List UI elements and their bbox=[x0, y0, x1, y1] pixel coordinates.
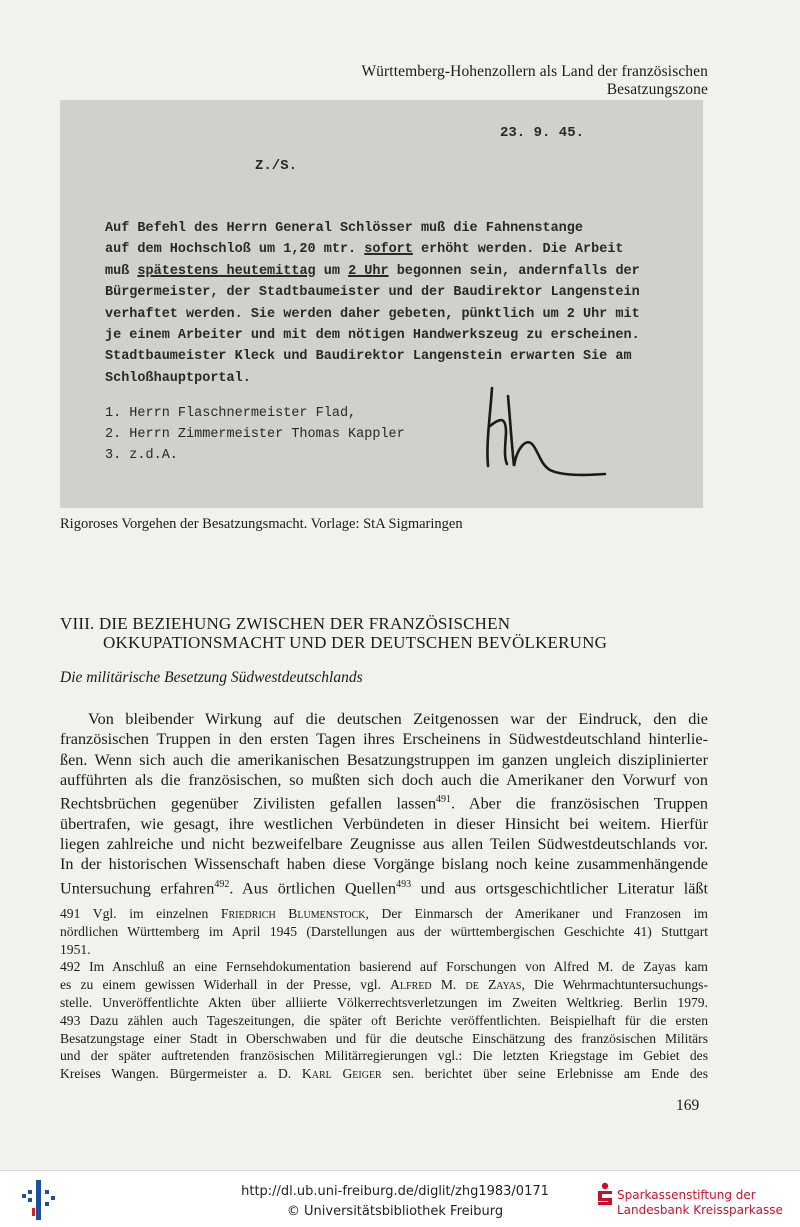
footnote-ref[interactable]: 491 bbox=[436, 794, 452, 806]
document-line: Bürgermeister, der Stadtbaumeister und der Baudirektor Langenstein bbox=[105, 285, 640, 301]
sponsor-text[interactable] bbox=[617, 1188, 783, 1218]
distribution-item: 1. Herrn Flaschnermeister Flad, bbox=[105, 406, 357, 421]
document-line: Auf Befehl des Herrn General Schlösser muß die Fahnenstange bbox=[105, 221, 583, 236]
running-head: Württemberg-Hohenzollern als Land der französischen Besatzungszone bbox=[361, 63, 708, 98]
section-title-line: VIII. DIE BEZIEHUNG ZWISCHEN DER FRANZÖSISCHEN bbox=[60, 614, 511, 633]
subheading: Die militärische Besetzung Südwestdeutschlands bbox=[60, 669, 363, 686]
sponsor-line: Landesbank Kreissparkasse bbox=[617, 1203, 783, 1217]
ub-freiburg-logo-icon[interactable] bbox=[18, 1178, 58, 1222]
footnote-line: Kreises Wangen. Bürgermeister a. D. Karl Geiger sen. berichtet über seine Erlebnisse am Ende des bbox=[60, 1066, 708, 1082]
section-title bbox=[60, 614, 710, 652]
footnote-line: stelle. Unveröffentlichte Akten über alliierte Völkerrechtsverletzungen im Zweiten Weltkrieg. Berlin 1979. bbox=[60, 994, 708, 1010]
footnote-line: 1951. bbox=[60, 941, 91, 957]
paragraph-line: französischen Truppen in den ersten Tagen ihres Erscheinens in Südwestdeutschland hinterlie- bbox=[60, 730, 708, 749]
footnote-line: es zu einem gewissen Widerhall in der Presse, vgl. Alfred M. de Zayas, Die Wehrmachtuntersuchungs- bbox=[60, 977, 708, 993]
section-title-line: OKKUPATIONSMACHT UND DER DEUTSCHEN BEVÖLKERUNG bbox=[103, 633, 608, 652]
paragraph-line: ßen. Wenn sich auch die amerikanischen Besatzungstruppen im ganzen ungleich disziplinierter bbox=[60, 750, 708, 769]
paragraph-line: Von bleibender Wirkung auf die deutschen Zeitgenossen war der Eindruck, den die bbox=[88, 710, 708, 728]
document-body bbox=[105, 218, 690, 389]
document-url-link[interactable]: http://dl.ub.uni-freiburg.de/diglit/zhg1983/0171 bbox=[241, 1184, 549, 1199]
body-paragraph bbox=[60, 709, 708, 898]
figure-caption: Rigoroses Vorgehen der Besatzungsmacht. Vorlage: StA Sigmaringen bbox=[60, 516, 463, 532]
distribution-item: 3. z.d.A. bbox=[105, 448, 178, 463]
footnote-line: und der später auftretenden französischen Militärregierungen vgl.: Die letzten Kriegstage im Gebiet des bbox=[60, 1048, 708, 1064]
paragraph-line: Rechtsbrüchen gegenüber Zivilisten gefallen lassen$^{491}$. Aber die französischen Truppen bbox=[60, 794, 708, 813]
document-line: auf dem Hochschloß um 1,20 mtr. sofort erhöht werden. Die Arbeit bbox=[105, 242, 624, 258]
underlined-text: 2 Uhr bbox=[348, 263, 389, 279]
scanned-document bbox=[60, 100, 703, 508]
author-name: Alfred M. de Zayas bbox=[390, 977, 522, 993]
author-name: Karl Geiger bbox=[301, 1066, 382, 1082]
sparkasse-logo-icon[interactable] bbox=[596, 1182, 614, 1208]
document-line: Schloßhauptportal. bbox=[105, 370, 251, 386]
page-number: 169 bbox=[676, 1097, 700, 1114]
document-line: muß spätestens heutemittag um 2 Uhr begonnen sein, andernfalls der bbox=[105, 263, 640, 279]
paragraph-line: übertrafen, wie gesagt, ihre westlichen Verbündeten in dieser Hinsicht bei weitem. Hierfür bbox=[60, 814, 708, 833]
document-line: je einem Arbeiter und mit dem nötigen Handwerkszeug zu erscheinen. bbox=[105, 328, 640, 344]
footnote-ref[interactable]: 493 bbox=[396, 878, 412, 890]
underlined-text: spätestens heutemittag bbox=[137, 263, 316, 279]
underlined-text: sofort bbox=[364, 242, 413, 258]
footnote-line: nördlichen Württemberg im April 1945 (Darstellungen aus der württembergischen Geschichte 41) Stuttgart bbox=[60, 923, 708, 939]
sponsor-line: Sparkassenstiftung der bbox=[617, 1188, 756, 1202]
author-name: Friedrich Blumenstock bbox=[220, 906, 366, 921]
paragraph-line: Untersuchung erfahren$^{492}$. Aus örtlichen Quellen$^{493}$ und aus ortsgeschichtlicher Literatur läßt bbox=[60, 878, 708, 898]
distribution-item: 2. Herrn Zimmermeister Thomas Kappler bbox=[105, 427, 405, 442]
footnote-493: 493 Dazu zählen auch Tageszeitungen, die später oft Berichte veröffentlichten. Beispielhaft für die ersten bbox=[60, 1012, 708, 1028]
footnote-line: Besatzungstage einer Stadt in Oberschwaben und für die deutsche Einschätzung des französischen Militärs bbox=[60, 1030, 708, 1046]
footnote-492: 492 Im Anschluß an eine Fernsehdokumentation basierend auf Forschungen von Alfred M. de Zayas kam bbox=[60, 959, 708, 975]
paragraph-line: aufführten als die französischen, so mußten sich doch auch die Amerikaner den Vorwurf von bbox=[60, 770, 708, 789]
document-line: verhaftet werden. Sie werden daher gebeten, pünktlich um 2 Uhr mit bbox=[105, 306, 640, 322]
footnote-491: 491 Vgl. im einzelnen Friedrich Blumenstock, Der Einmarsch der Amerikaner und Franzosen im bbox=[60, 906, 708, 921]
footnotes bbox=[60, 905, 708, 1083]
distribution-list bbox=[105, 403, 405, 466]
document-line: Stadtbaumeister Kleck und Baudirektor Langenstein erwarten Sie am bbox=[105, 349, 632, 365]
paragraph-line: liegen zahlreiche und nicht bezweifelbare Zeugnisse aus allen Teilen Südwestdeutschlands vor. bbox=[60, 835, 708, 854]
document-reference: Z./S. bbox=[255, 158, 298, 174]
handwritten-signature bbox=[460, 378, 620, 488]
paragraph-line: In der historischen Wissenschaft haben diese Vorgänge bislang noch keine zusammenhängende bbox=[60, 855, 708, 874]
footnote-ref[interactable]: 492 bbox=[214, 878, 230, 890]
copyright-text: © Universitätsbibliothek Freiburg bbox=[286, 1204, 504, 1219]
document-date: 23. 9. 45. bbox=[500, 125, 585, 141]
